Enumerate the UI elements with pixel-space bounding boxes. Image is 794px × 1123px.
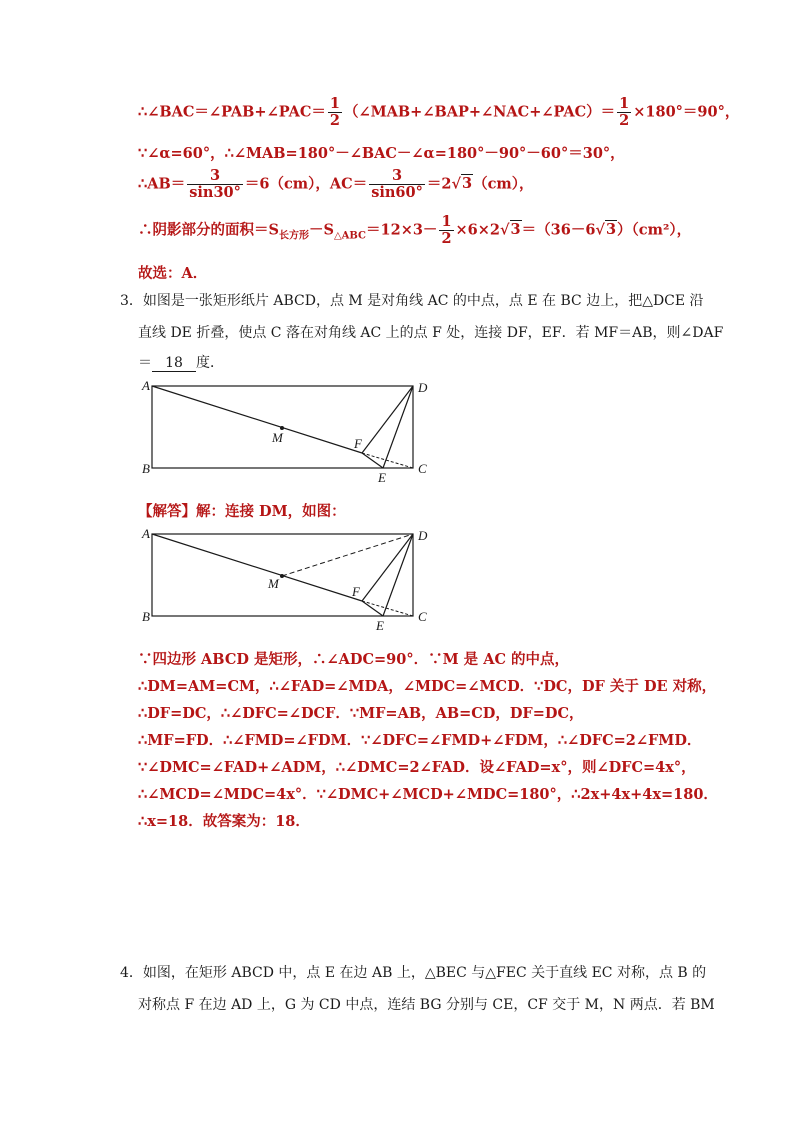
denominator: 2 bbox=[619, 111, 630, 129]
solution-line: ∴DF=DC，∴∠DFC=∠DCF．∵MF=AB，AB=CD，DF=DC， bbox=[138, 705, 584, 722]
label-a: A bbox=[142, 526, 150, 541]
solution-header: 【解答】解：连接 DM，如图： bbox=[138, 503, 346, 520]
segment-df bbox=[362, 386, 413, 453]
label-e: E bbox=[376, 618, 384, 632]
label-b: B bbox=[142, 461, 150, 476]
text: ∴AB＝ bbox=[138, 175, 186, 193]
subscript: △ABC bbox=[333, 230, 367, 242]
question-4-line-1: 4．如图，在矩形 ABCD 中，点 E 在边 AB 上，△BEC 与△FEC 关于直线 EC 对称，点 B 的 bbox=[120, 965, 707, 981]
text: ∴∠BAC＝∠PAB+∠PAC＝ bbox=[138, 103, 326, 121]
question-3-line-2: 直线 DE 折叠，使点 C 落在对角线 AC 上的点 F 处，连接 DF，EF．若 MF＝AB，则∠DAF bbox=[138, 325, 724, 341]
segment-fe bbox=[362, 453, 383, 468]
fraction-half bbox=[617, 96, 631, 129]
text: （cm）， bbox=[473, 175, 534, 193]
solution-line: ∴MF=FD．∴∠FMD=∠FDM．∵∠DFC=∠FMD+∠FDM，∴∠DFC=2∠FMD． bbox=[138, 732, 702, 749]
segment-df bbox=[362, 534, 413, 601]
denominator: 2 bbox=[441, 229, 452, 247]
fraction-half bbox=[328, 96, 342, 129]
text: 度． bbox=[196, 355, 224, 371]
solution-figure bbox=[136, 524, 436, 632]
label-c: C bbox=[418, 461, 427, 476]
sqrt-radicand: 3 bbox=[510, 221, 521, 239]
denominator: sin30° bbox=[189, 183, 241, 201]
label-m: M bbox=[268, 576, 279, 591]
numerator: 3 bbox=[187, 168, 243, 185]
text: （∠MAB+∠BAP+∠NAC+∠PAC）＝ bbox=[343, 103, 616, 121]
numerator: 1 bbox=[619, 95, 630, 112]
numerator: 1 bbox=[329, 95, 340, 112]
segment-de bbox=[383, 534, 413, 616]
denominator: 2 bbox=[329, 111, 340, 129]
text: 故选：A． bbox=[138, 265, 208, 282]
label-b: B bbox=[142, 609, 150, 624]
label-d: D bbox=[418, 380, 428, 395]
solution-line-ab-ac: ∴AB＝ $\frac{3}{\sin 30^\circ}$ ＝6（cm），AC＝ $\frac{3}{\sin 60^\circ}$ ＝2√3（cm）， bbox=[138, 167, 534, 201]
diagonal-af bbox=[152, 386, 362, 453]
segment-dm-dashed bbox=[282, 534, 413, 576]
question-4-line-2: 对称点 F 在边 AD 上，G 为 CD 中点，连结 BG 分别与 CE，CF 交于 M，N 两点．若 BM bbox=[138, 997, 715, 1013]
solution-choice bbox=[138, 262, 207, 283]
solution-line: ∴∠MCD=∠MDC=4x°．∵∠DMC+∠MCD+∠MDC=180°，∴2x+4x+4x=180． bbox=[138, 786, 718, 803]
point-m bbox=[280, 574, 284, 578]
question-3-line-1: 3．如图是一张矩形纸片 ABCD，点 M 是对角线 AC 的中点，点 E 在 BC 边上，把△DCE 沿 bbox=[120, 293, 704, 309]
diagonal-af bbox=[152, 534, 362, 601]
label-m: M bbox=[272, 430, 283, 445]
text: ＝（36－6 bbox=[521, 221, 596, 239]
sqrt-radicand: 3 bbox=[461, 175, 473, 193]
solution-line: ∵四边形 ABCD 是矩形，∴∠ADC=90°．∵M 是 AC 的中点， bbox=[138, 651, 570, 668]
label-f: F bbox=[354, 436, 362, 451]
text: ∵∠α=60°，∴∠MAB=180°－∠BAC－∠α=180°－90°－60°＝30°， bbox=[138, 145, 625, 162]
numerator: 1 bbox=[441, 213, 452, 230]
solution-line: ∴DM=AM=CM，∴∠FAD=∠MDA，∠MDC=∠MCD．∵DC，DF 关于 DE 对称， bbox=[138, 678, 717, 695]
denominator: sin60° bbox=[371, 183, 423, 201]
text: ∴阴影部分的面积＝S bbox=[138, 221, 279, 239]
label-a: A bbox=[142, 378, 150, 393]
text: ）（cm²）， bbox=[617, 221, 692, 239]
label-d: D bbox=[418, 528, 428, 543]
text: ＝ bbox=[138, 355, 152, 371]
text: ×180°＝90°， bbox=[633, 103, 740, 121]
solution-line-angle-bac bbox=[138, 96, 739, 129]
label-f: F bbox=[352, 584, 360, 599]
fraction-half bbox=[439, 214, 453, 247]
fraction-sin30 bbox=[187, 168, 243, 201]
solution-line-shaded-area: ∴阴影部分的面积$=S_{长方形}-S_{\triangle ABC}=12\times 3-$ $\frac{1}{2}$ ×6×2√3＝（36－6√3）（cm²）， bbox=[138, 213, 692, 247]
text: ＝2 bbox=[426, 175, 452, 193]
text: ＝12×3－ bbox=[366, 221, 438, 239]
sqrt-radicand: 3 bbox=[605, 221, 617, 239]
segment-de bbox=[383, 386, 413, 468]
solution-line: ∵∠DMC=∠FAD+∠ADM，∴∠DMC=2∠FAD．设∠FAD=x°，则∠DFC=4x°， bbox=[138, 759, 696, 776]
label-c: C bbox=[418, 609, 427, 624]
numerator: 3 bbox=[369, 168, 425, 185]
label-e: E bbox=[378, 470, 386, 484]
subscript: 长方形 bbox=[278, 230, 309, 242]
segment-fe bbox=[362, 601, 383, 616]
text: ＝6（cm），AC＝ bbox=[244, 175, 368, 193]
text: －S bbox=[308, 221, 334, 239]
question-3-line-3 bbox=[138, 352, 224, 372]
solution-line: ∴x=18．故答案为：18． bbox=[138, 813, 310, 830]
answer-blank: 18 bbox=[152, 355, 196, 372]
question-3-figure bbox=[136, 376, 436, 484]
text: ×6×2 bbox=[455, 221, 501, 239]
solution-line-angle-mab bbox=[138, 142, 625, 163]
fraction-sin60 bbox=[369, 168, 425, 201]
